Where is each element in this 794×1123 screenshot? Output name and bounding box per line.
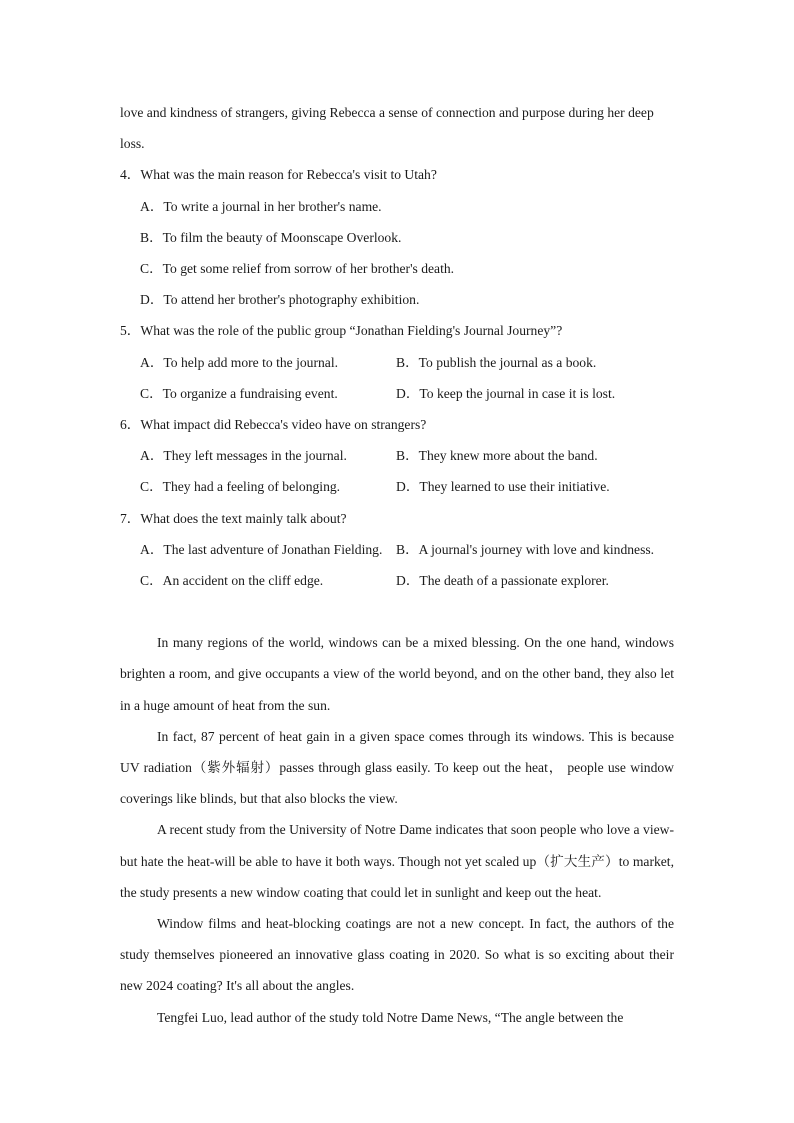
answer-option: C．An accident on the cliff edge.: [140, 573, 324, 589]
answer-option: B．A journal's journey with love and kindness.: [396, 541, 655, 557]
question-stem: 5．What was the role of the public group “Jonathan Fielding's Journal Journey”?: [120, 323, 563, 339]
passage-paragraph: In fact, 87 percent of heat gain in a given space comes through its windows. This is because UV radiation（紫外辐射）passes through glass easily. To keep out the heat， people use window coverings like blinds, but that also blocks the view.: [120, 728, 674, 807]
answer-option: A．To write a journal in her brother's name.: [140, 198, 382, 214]
answer-option: D．They learned to use their initiative.: [396, 479, 610, 495]
answer-option: C．To get some relief from sorrow of her brother's death.: [140, 261, 455, 277]
option-row: [120, 440, 674, 471]
passage-paragraph: Window films and heat-blocking coatings are not a new concept. In fact, the authors of the study themselves pioneered an innovative glass coating in 2020. So what is so exciting about their new 2024 coating? It's all about the angles.: [120, 916, 674, 994]
answer-option: B．To publish the journal as a book.: [396, 354, 597, 370]
question-stem: 6．What impact did Rebecca's video have on strangers?: [120, 417, 427, 433]
answer-option: A．To help add more to the journal.: [140, 354, 338, 370]
section-gap: [120, 596, 674, 627]
intro-line: loss.: [120, 136, 145, 152]
answer-option: D．The death of a passionate explorer.: [396, 573, 609, 589]
answer-option: D．To keep the journal in case it is lost.: [396, 385, 616, 401]
intro-line: love and kindness of strangers, giving Rebecca a sense of connection and purpose during her deep: [120, 105, 654, 120]
answer-option: B．They knew more about the band.: [396, 448, 598, 464]
answer-option: A．The last adventure of Jonathan Fielding.: [140, 541, 383, 557]
answer-option: D．To attend her brother's photography exhibition.: [140, 292, 420, 308]
passage-paragraph: A recent study from the University of Notre Dame indicates that soon people who love a view-but hate the heat-will be able to have it both ways. Though not yet scaled up（扩大生产）to market, the study presents a new window coating that could let in sunlight and keep out the heat.: [120, 822, 674, 900]
page-content: [120, 97, 674, 1033]
passage-paragraph: In many regions of the world, windows can be a mixed blessing. On the one hand, windows brighten a room, and give occupants a view of the world beyond, and on the other band, they also let in a huge amount of heat from the sun.: [120, 635, 674, 713]
answer-option: B．To film the beauty of Moonscape Overlook.: [140, 229, 402, 245]
passage-paragraph: Tengfei Luo, lead author of the study told Notre Dame News, “The angle between the: [157, 1009, 624, 1025]
option-row: [120, 471, 674, 502]
answer-option: C．They had a feeling of belonging.: [140, 479, 341, 495]
question-stem: 4．What was the main reason for Rebecca's visit to Utah?: [120, 167, 437, 183]
option-row: [120, 378, 674, 409]
answer-option: A．They left messages in the journal.: [140, 448, 347, 464]
option-row: [120, 534, 674, 565]
answer-option: C．To organize a fundraising event.: [140, 385, 338, 401]
option-row: [120, 565, 674, 596]
question-stem: 7．What does the text mainly talk about?: [120, 510, 347, 526]
option-row: [120, 347, 674, 378]
